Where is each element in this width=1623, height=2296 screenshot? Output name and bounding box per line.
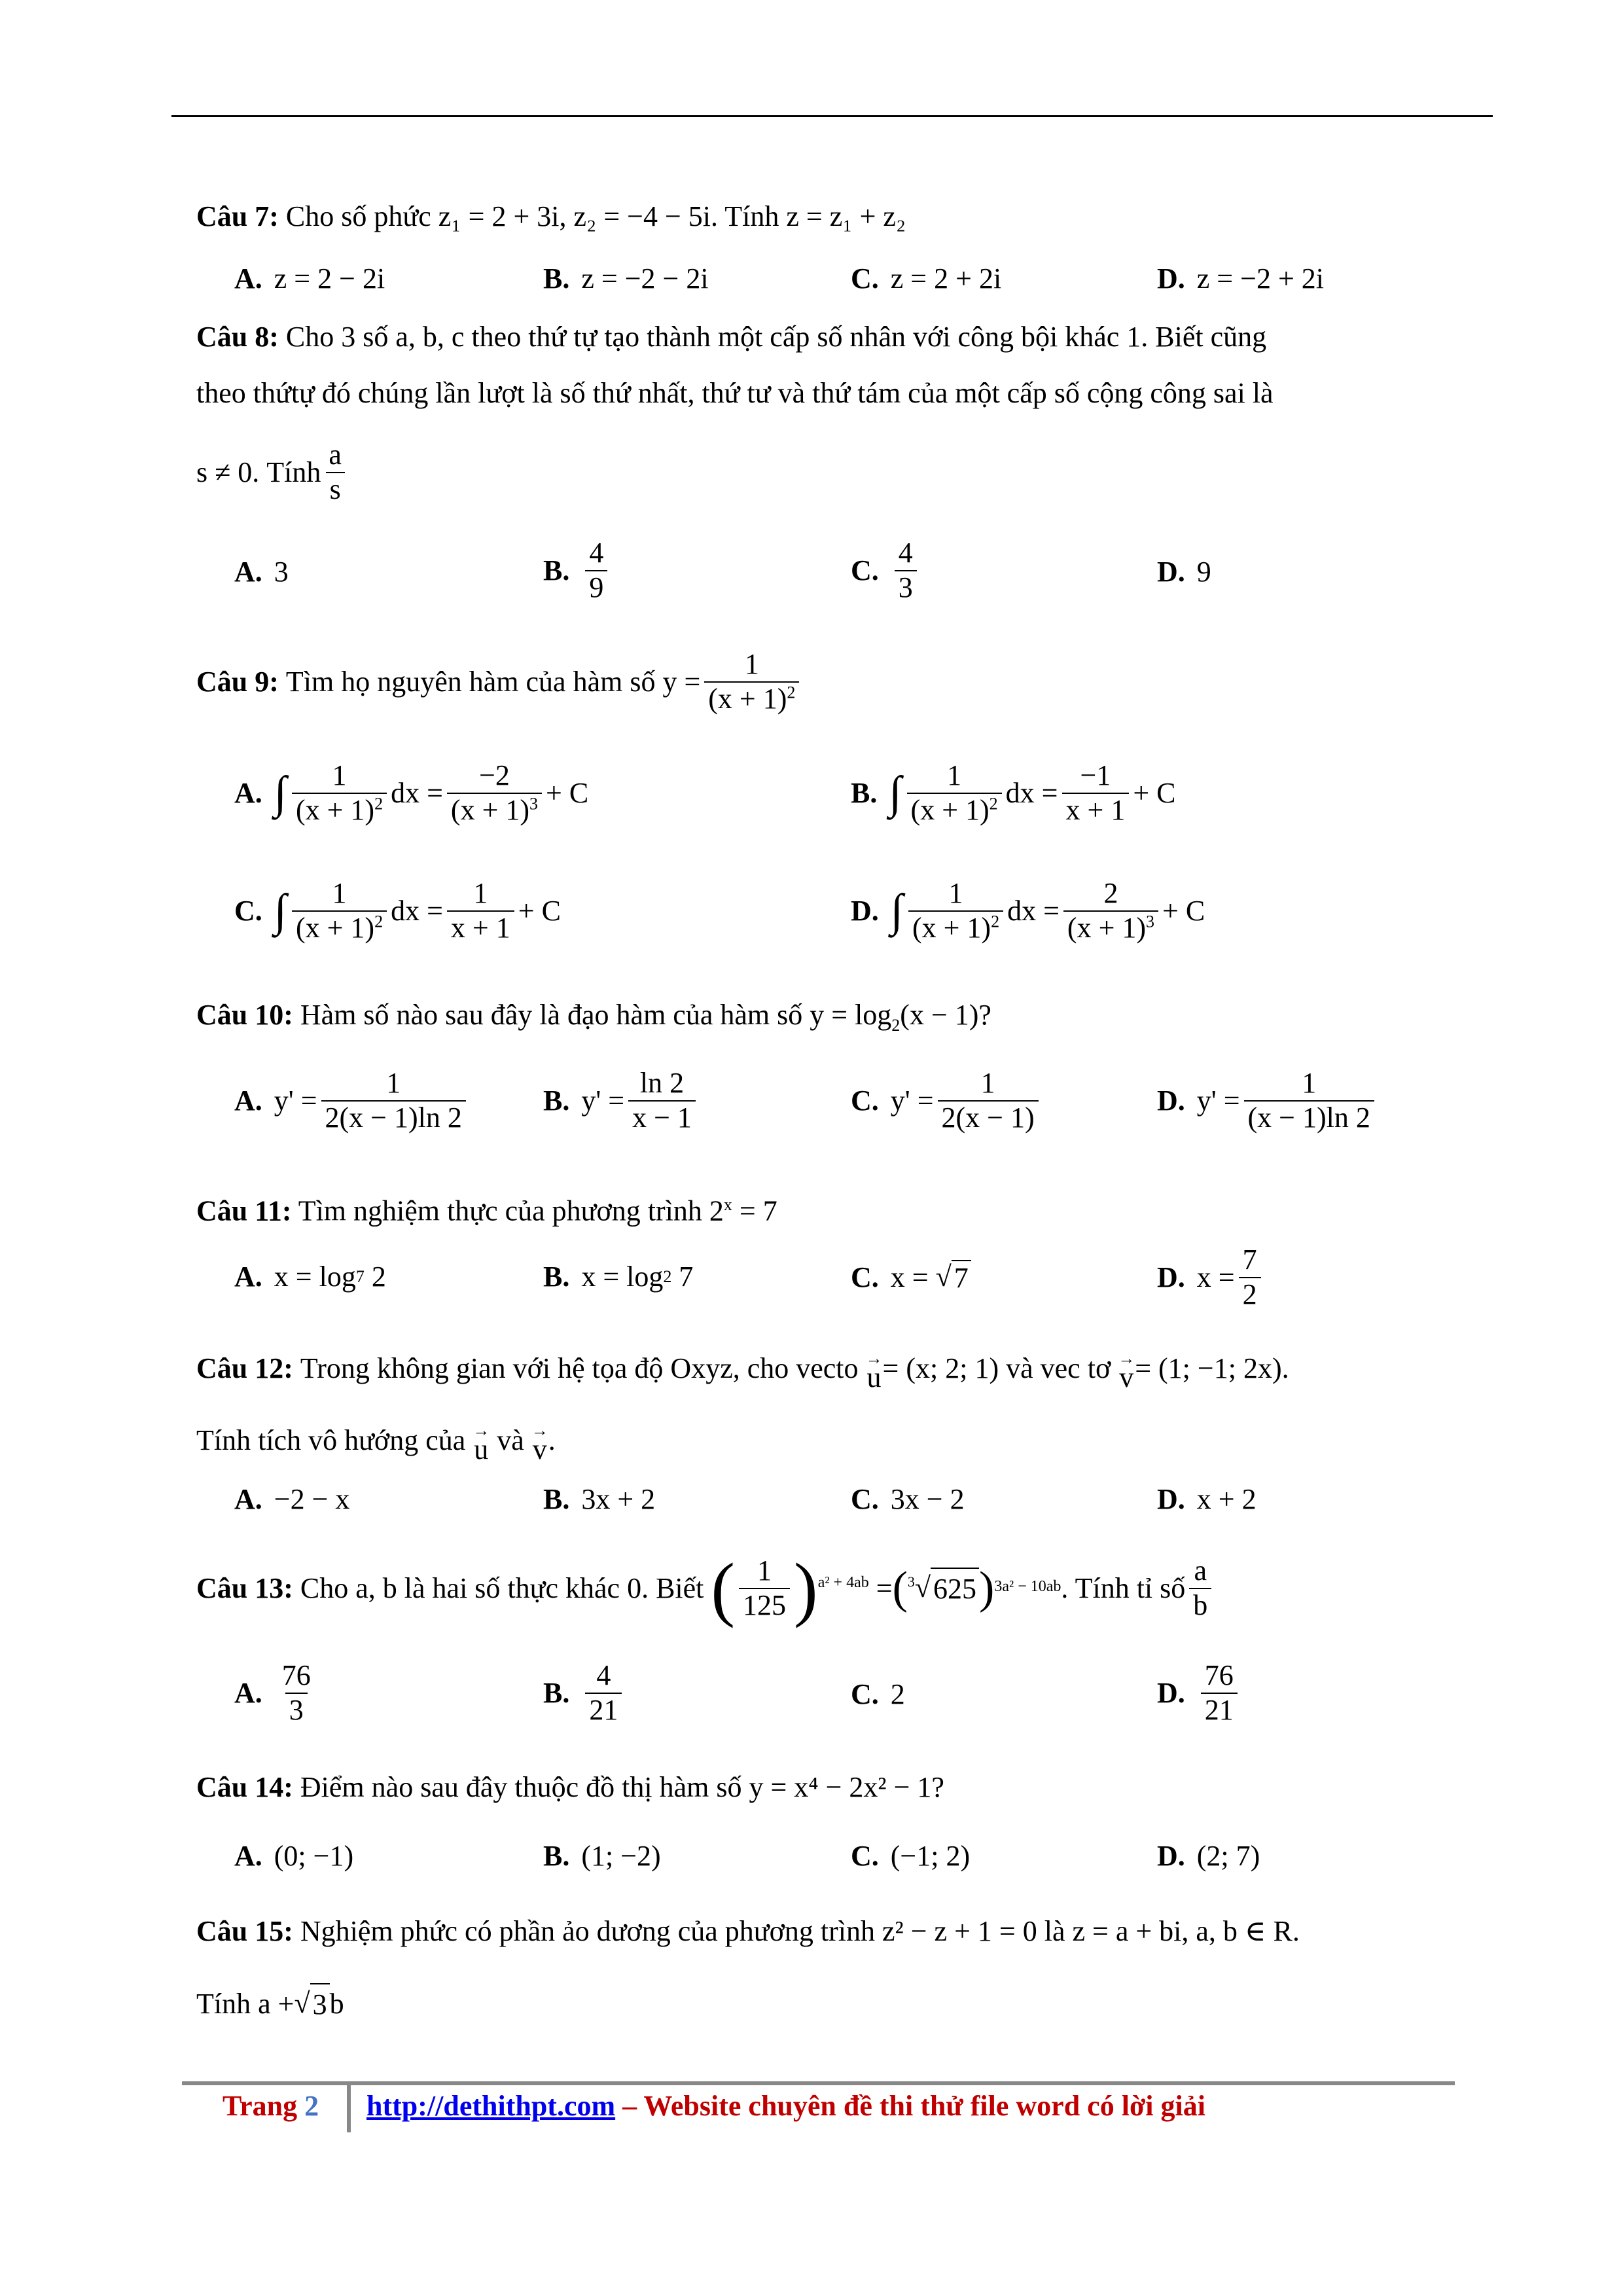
q11-rhs: = 7 (739, 1194, 777, 1227)
frac-den: x − 1 (628, 1100, 696, 1135)
constant: + C (518, 895, 561, 927)
q8-option-b[interactable] (543, 537, 611, 604)
den-exp: 2 (374, 793, 383, 813)
q10-text: Hàm số nào sau đây là đạo hàm của hàm số (300, 999, 803, 1031)
q10-arg: (x − 1)? (900, 999, 991, 1031)
question-15 (196, 1911, 1300, 1952)
q13-text: Cho a, b là hai số thực khác 0. Biết (300, 1571, 704, 1604)
q10-label: Câu 10: (196, 999, 293, 1031)
frac-den: 3 (895, 570, 917, 605)
frac-den (447, 793, 542, 827)
lhs: y' = (1196, 1085, 1240, 1117)
frac-num: 1 (386, 1067, 401, 1099)
frac-num: 1 (980, 1067, 995, 1099)
option-label: B. (543, 554, 570, 587)
frac-num: a (329, 439, 342, 471)
page-number (223, 2089, 319, 2123)
q11-option-c[interactable] (851, 1260, 971, 1295)
option-fraction (321, 1067, 466, 1134)
frac-num: 1 (757, 1554, 772, 1587)
q13-label: Câu 13: (196, 1571, 293, 1604)
q14-option-a[interactable] (234, 1839, 353, 1873)
option-value: z = −2 − 2i (581, 262, 709, 295)
option-fraction (1201, 1659, 1238, 1727)
paren-close: ) (979, 1562, 995, 1613)
q14-math: y = x⁴ − 2x² − 1? (749, 1771, 944, 1803)
q13-fraction (739, 1554, 790, 1622)
q7-math: z₁ = 2 + 3i, z₂ = −4 − 5i. (438, 200, 719, 232)
option-label: B. (543, 1085, 570, 1117)
den-exp: 2 (989, 793, 998, 813)
constant: + C (1133, 777, 1176, 810)
q11-base: 2 (709, 1194, 724, 1227)
option-label: A. (234, 1483, 262, 1515)
option-value: z = −2 + 2i (1196, 262, 1324, 295)
q7-option-b[interactable] (543, 262, 709, 295)
option-value: 9 (1196, 556, 1211, 588)
option-label: D. (1157, 556, 1185, 588)
q15-line2-math: a + (258, 1988, 294, 2020)
frac-den (292, 793, 387, 827)
dx: dx = (1005, 777, 1058, 810)
q15-label: Câu 15: (196, 1915, 293, 1947)
q9-lhs: y = (662, 665, 701, 698)
q7-option-d[interactable] (1157, 262, 1324, 295)
frac-den: 2(x − 1) (938, 1100, 1039, 1135)
den-exp: 2 (991, 911, 1000, 931)
option-label: C. (851, 1840, 879, 1872)
vector-arrow-icon: → (531, 1421, 548, 1441)
vector-u-name: u (866, 1361, 882, 1393)
q15-line2 (196, 1983, 344, 2025)
option-label: A. (234, 262, 262, 295)
frac-num: 7 (1242, 1244, 1257, 1276)
frac-den: x + 1 (1062, 793, 1130, 827)
frac-den (292, 910, 387, 945)
option-sub: 7 (355, 1266, 365, 1286)
vector-u (473, 1421, 490, 1465)
frac-den: 2(x − 1)ln 2 (321, 1100, 466, 1135)
q11-option-b[interactable] (543, 1260, 693, 1293)
vector-v-name: v (532, 1433, 547, 1465)
option-label: B. (851, 777, 878, 810)
footer-site (366, 2089, 1205, 2123)
q15-line2-text: Tính (196, 1988, 251, 2020)
q14-text: Điểm nào sau đây thuộc đồ thị hàm số (300, 1771, 742, 1803)
option-label: C. (851, 1483, 879, 1515)
option-label: C. (851, 554, 879, 587)
result-fraction (447, 877, 514, 944)
den-base: (x + 1) (912, 911, 991, 944)
footer-rule (182, 2081, 1455, 2085)
frac-num: 4 (898, 537, 913, 569)
option-value: (−1; 2) (890, 1840, 971, 1872)
vector-v (1118, 1349, 1135, 1393)
option-value: (1; −2) (581, 1840, 661, 1872)
q10-option-b[interactable] (543, 1067, 700, 1134)
option-label: D. (1157, 1261, 1185, 1294)
q12-line2 (196, 1420, 556, 1465)
result-fraction (1062, 759, 1130, 827)
den-exp: 2 (374, 911, 383, 931)
option-fraction (1244, 1067, 1374, 1134)
option-label: A. (234, 1261, 262, 1293)
radicand: 3 (310, 1983, 330, 2025)
q11-exp: x (723, 1195, 732, 1214)
option-label: A. (234, 556, 262, 588)
den-exp: 3 (529, 793, 539, 813)
vector-arrow-icon: → (865, 1349, 883, 1369)
option-label: B. (543, 262, 570, 295)
option-value: 3x − 2 (890, 1483, 965, 1515)
q12-option-d[interactable] (1157, 1482, 1257, 1516)
q13-exp2: 3a² − 10ab (994, 1578, 1061, 1595)
integrand (292, 877, 387, 944)
question-9 (196, 648, 803, 715)
den-base: (x + 1) (295, 911, 375, 944)
cube-root (915, 1568, 979, 1609)
option-label: B. (543, 1483, 570, 1515)
frac-den: b (1189, 1588, 1211, 1623)
frac-den: 9 (585, 570, 607, 605)
q7-label: Câu 7: (196, 200, 279, 232)
q11-label: Câu 11: (196, 1194, 292, 1227)
vector-u (865, 1349, 883, 1393)
q9-option-d[interactable] (851, 877, 1205, 944)
paren-open: ( (892, 1562, 908, 1613)
sqrt (294, 1983, 329, 2025)
q7-text: Cho số phức (285, 200, 431, 232)
frac-den: (x − 1)ln 2 (1244, 1100, 1374, 1135)
den-base: (x + 1) (910, 793, 990, 826)
site-link[interactable]: http://dethithpt.com (366, 2090, 616, 2122)
q12-u-val: = (x; 2; 1) (882, 1352, 999, 1384)
den-exp: 3 (1146, 911, 1155, 931)
option-fraction (278, 1659, 315, 1727)
option-label: A. (234, 1840, 262, 1872)
option-fraction (585, 1659, 622, 1727)
q9-label: Câu 9: (196, 665, 279, 698)
q13-option-a[interactable] (234, 1659, 319, 1727)
integrand (907, 759, 1002, 827)
option-fraction (585, 537, 607, 604)
frac-den: 125 (739, 1588, 790, 1623)
q12-option-b[interactable] (543, 1482, 655, 1516)
q14-label: Câu 14: (196, 1771, 293, 1803)
vector-v (531, 1421, 548, 1465)
footer-divider (347, 2085, 351, 2132)
q12-label: Câu 12: (196, 1352, 293, 1384)
frac-num: 76 (281, 1659, 311, 1691)
q9-option-b[interactable] (851, 759, 1176, 827)
q8-fraction (325, 439, 346, 506)
option-label: C. (851, 1261, 879, 1293)
q12-end: . (548, 1424, 556, 1456)
q11-text: Tìm nghiệm thực của phương trình (298, 1194, 702, 1227)
q9-option-a[interactable] (234, 759, 588, 827)
top-rule (171, 115, 1493, 117)
option-label: B. (543, 1261, 570, 1293)
integral-sign: ∫ (274, 885, 287, 936)
frac-num: a (1194, 1554, 1207, 1587)
q8-tail: Tính (266, 456, 321, 488)
question-13 (196, 1548, 1215, 1628)
q12-and: và (497, 1424, 524, 1456)
option-value: 3x + 2 (581, 1483, 656, 1515)
den-exp: 2 (787, 682, 796, 702)
option-value: z = 2 + 2i (890, 262, 1002, 295)
dx: dx = (391, 777, 443, 810)
q10-option-a[interactable] (234, 1067, 470, 1134)
vector-u-name: u (474, 1433, 489, 1465)
den-base: (x + 1) (1067, 911, 1147, 944)
option-label: D. (1157, 1483, 1185, 1515)
frac-num: 1 (1302, 1067, 1317, 1099)
frac-den: x + 1 (447, 910, 514, 945)
option-label: D. (1157, 262, 1185, 295)
radical-sign: √ (914, 1571, 931, 1604)
option-pre: x = log (274, 1261, 356, 1293)
frac-num: 2 (1103, 877, 1118, 909)
option-label: B. (543, 1840, 570, 1872)
option-fraction (628, 1067, 696, 1134)
q12-mid: và vec tơ (1006, 1352, 1111, 1384)
integrand (292, 759, 387, 827)
vector-arrow-icon: → (1118, 1349, 1135, 1369)
option-label: A. (234, 1677, 262, 1710)
q15-math: z² − z + 1 = 0 (882, 1915, 1037, 1947)
frac-num: 4 (589, 537, 604, 569)
q12-text: Trong không gian với hệ tọa độ Oxyz, cho vecto (300, 1352, 859, 1384)
lhs: y' = (581, 1085, 625, 1117)
q11-option-d[interactable] (1157, 1244, 1265, 1311)
option-value: x + 2 (1196, 1483, 1257, 1515)
q13-eq: = (876, 1571, 893, 1604)
dx: dx = (1007, 895, 1060, 927)
option-label: D. (1157, 1840, 1185, 1872)
question-7 (196, 196, 906, 237)
page-label: Trang (223, 2090, 298, 2122)
option-fraction (938, 1067, 1039, 1134)
option-label: C. (851, 1085, 879, 1117)
q8-line1: Cho 3 số a, b, c theo thứ tự tạo thành một cấp số nhân với công bội khác 1. Biết cũng (285, 321, 1267, 353)
radical-sign: √ (294, 1987, 310, 2019)
q13-option-c[interactable] (851, 1677, 905, 1711)
option-label: B. (543, 1677, 570, 1710)
dx: dx = (391, 895, 443, 927)
question-12 (196, 1348, 1289, 1393)
question-8 (196, 317, 1266, 357)
option-label: D. (1157, 1085, 1185, 1117)
q14-option-d[interactable] (1157, 1839, 1260, 1873)
frac-den (908, 910, 1003, 945)
frac-num: 1 (473, 877, 488, 909)
page-num: 2 (304, 2090, 319, 2122)
frac-num: 1 (744, 648, 759, 680)
q7-tail-math: z = z₁ + z₂ (786, 200, 906, 232)
q12-line2-text: Tính tích vô hướng của (196, 1424, 466, 1456)
question-10 (196, 995, 991, 1046)
question-11 (196, 1185, 777, 1232)
q8-line3 (196, 439, 349, 506)
q13-exp1: a² + 4ab (817, 1574, 869, 1591)
integral-sign: ∫ (274, 767, 287, 818)
q15-mid: là (1044, 1915, 1065, 1947)
frac-num: 76 (1204, 1659, 1234, 1691)
integral-sign: ∫ (890, 885, 903, 936)
frac-den: 2 (1239, 1277, 1261, 1312)
frac-den: 3 (285, 1693, 308, 1727)
option-post: 7 (679, 1261, 694, 1293)
constant: + C (1162, 895, 1205, 927)
den-base: (x + 1) (450, 793, 530, 826)
q15-text: Nghiệm phức có phần ảo dương của phương trình (300, 1915, 876, 1947)
frac-num: ln 2 (639, 1067, 685, 1099)
option-value: (2; 7) (1196, 1840, 1260, 1872)
root-index: 3 (907, 1573, 915, 1590)
q9-text: Tìm họ nguyên hàm của hàm số (285, 665, 656, 698)
result-fraction (447, 759, 542, 827)
lhs: y' = (890, 1085, 934, 1117)
frac-num: −2 (479, 759, 510, 791)
option-pre: x = (1196, 1261, 1235, 1294)
q7-option-a[interactable] (234, 262, 385, 295)
frac-den: 21 (585, 1693, 622, 1727)
q15-b: b (329, 1988, 344, 2020)
frac-num: 4 (596, 1659, 611, 1691)
q14-option-b[interactable] (543, 1839, 661, 1873)
site-tagline: – Website chuyên đề thi thử file word có lời giải (615, 2090, 1205, 2122)
q10-math: y = log (810, 999, 892, 1031)
frac-den (704, 681, 799, 716)
paren-open: ( (711, 1548, 736, 1628)
q8-option-c[interactable] (851, 537, 921, 604)
option-fraction (895, 537, 917, 604)
q13-ratio (1189, 1554, 1211, 1622)
option-value: 2 (890, 1678, 905, 1710)
vector-arrow-icon: → (473, 1421, 490, 1441)
frac-num: 1 (947, 759, 962, 791)
frac-den (1063, 910, 1158, 945)
constant: + C (546, 777, 589, 810)
option-label: C. (851, 262, 879, 295)
frac-num: 1 (332, 877, 347, 909)
integrand (908, 877, 1003, 944)
sqrt (936, 1260, 971, 1295)
option-sub: 2 (663, 1266, 672, 1286)
q15-math2: z = a + bi, a, b ∈ R. (1072, 1915, 1300, 1947)
frac-den (907, 793, 1002, 827)
q11-option-a[interactable] (234, 1260, 386, 1293)
radical-sign: √ (935, 1261, 952, 1293)
vector-v-name: v (1119, 1361, 1134, 1393)
q12-v-val: = (1; −1; 2x). (1135, 1352, 1289, 1384)
option-label: A. (234, 777, 262, 810)
q12-option-c[interactable] (851, 1482, 965, 1516)
option-label: C. (234, 895, 262, 927)
frac-num: 1 (948, 877, 963, 909)
option-label: A. (234, 1085, 262, 1117)
q13-option-b[interactable] (543, 1659, 626, 1727)
q7-option-c[interactable] (851, 262, 1001, 295)
q13-tail: . Tính tỉ số (1061, 1571, 1186, 1604)
result-fraction (1063, 877, 1158, 944)
q8-cond: s ≠ 0. (196, 456, 260, 488)
option-post: 2 (371, 1261, 386, 1293)
q13-option-d[interactable] (1157, 1659, 1241, 1727)
q7-tail: Tính (724, 200, 779, 232)
q9-option-c[interactable] (234, 877, 561, 944)
q10-option-c[interactable] (851, 1067, 1043, 1134)
lhs: y' = (274, 1085, 317, 1117)
q10-option-d[interactable] (1157, 1067, 1378, 1134)
q9-fraction (704, 648, 799, 715)
option-pre: x = log (581, 1261, 664, 1293)
frac-num: −1 (1080, 759, 1111, 791)
option-value: z = 2 − 2i (274, 262, 385, 295)
frac-den: 21 (1201, 1693, 1238, 1727)
q8-option-d[interactable] (1157, 555, 1211, 588)
q10-base: 2 (891, 1015, 901, 1035)
option-fraction (1239, 1244, 1261, 1311)
den-base: (x + 1) (708, 682, 787, 715)
frac-num: 1 (332, 759, 347, 791)
q12-option-a[interactable] (234, 1482, 349, 1516)
den-base: (x + 1) (295, 793, 375, 826)
option-label: D. (1157, 1677, 1185, 1710)
radicand: 7 (952, 1260, 971, 1295)
q8-label: Câu 8: (196, 321, 279, 353)
option-label: D. (851, 895, 879, 927)
option-value: (0; −1) (274, 1840, 354, 1872)
option-pre: x = (890, 1261, 929, 1293)
option-value: −2 − x (274, 1483, 350, 1515)
option-value: 3 (274, 556, 289, 588)
question-14 (196, 1767, 944, 1808)
q14-option-c[interactable] (851, 1839, 970, 1873)
option-label: C. (851, 1678, 879, 1710)
integral-sign: ∫ (889, 767, 902, 818)
frac-den: s (326, 472, 345, 507)
q8-line2: theo thứtự đó chúng lần lượt là số thứ nhất, thứ tư và thứ tám của một cấp số cộng công sai là (196, 377, 1274, 409)
radicand: 625 (931, 1568, 979, 1609)
q8-option-a[interactable] (234, 555, 289, 588)
paren-close: ) (794, 1548, 818, 1628)
